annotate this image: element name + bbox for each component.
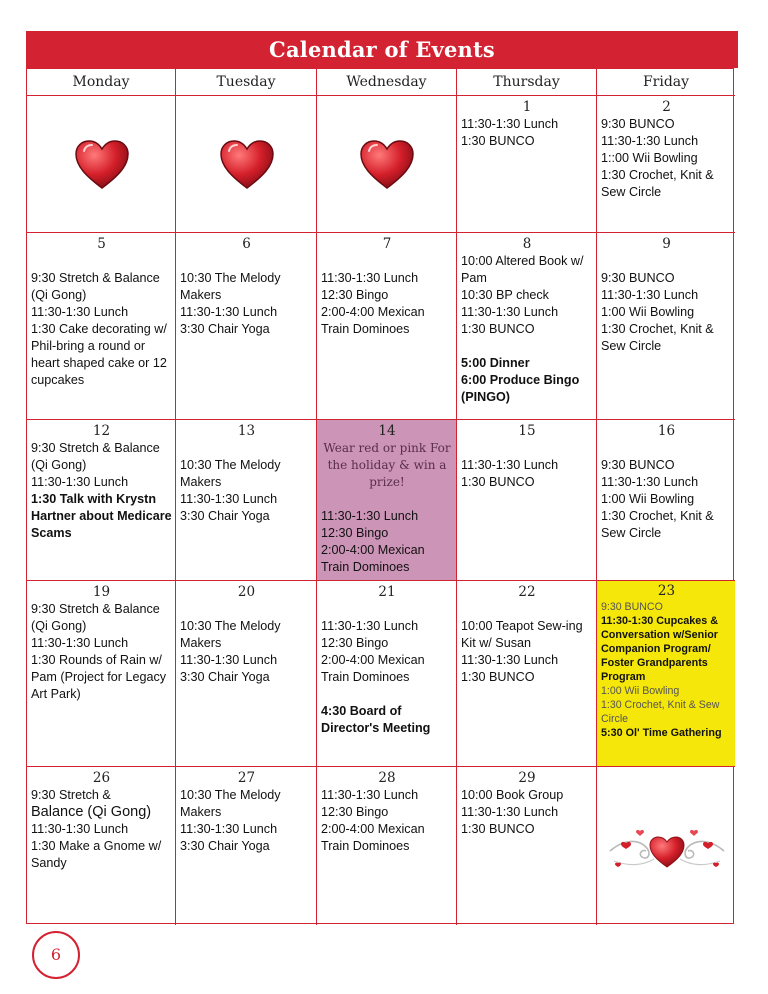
day-number: 26 bbox=[92, 770, 111, 786]
event-line: 10:30 The Melody Makers bbox=[180, 458, 281, 489]
event-line: 11:30-1:30 Lunch bbox=[31, 636, 129, 650]
day-number: 19 bbox=[92, 584, 111, 600]
event-line: 10:30 BP check bbox=[461, 288, 549, 302]
calendar-cell bbox=[27, 581, 176, 767]
event-line: 11:30-1:30 Lunch bbox=[31, 305, 129, 319]
event-line-bold: 11:30-1:30 Cupcakes & Conversation w/Senior Companion Program/ Foster Grandparents Program bbox=[601, 615, 719, 683]
event-line: 11:30-1:30 Lunch bbox=[31, 822, 129, 836]
calendar-cell-empty bbox=[317, 96, 457, 233]
event-line: 9:30 BUNCO bbox=[601, 117, 675, 131]
calendar-cell bbox=[457, 420, 597, 581]
calendar-cell bbox=[176, 767, 317, 925]
event-line: 9:30 BUNCO bbox=[601, 271, 675, 285]
event-line-bold: 4:30 Board of Director's Meeting bbox=[321, 704, 431, 735]
calendar-cell bbox=[457, 233, 597, 420]
event-line: 10:30 The Melody Makers bbox=[180, 271, 281, 302]
event-line: 10:30 The Melody Makers bbox=[180, 619, 281, 650]
event-line: 11:30-1:30 Lunch bbox=[601, 288, 699, 302]
event-line: 2:00-4:00 Mexican Train Dominoes bbox=[321, 653, 425, 684]
calendar-cell-highlighted bbox=[597, 581, 735, 767]
day-header-wednesday: Wednesday bbox=[317, 69, 457, 96]
calendar-cell bbox=[27, 233, 176, 420]
day-number: 5 bbox=[97, 236, 106, 252]
event-line: 11:30-1:30 Lunch bbox=[321, 788, 419, 802]
day-number: 9 bbox=[662, 236, 671, 252]
event-line: 1:30 Crochet, Knit & Sew Circle bbox=[601, 168, 714, 199]
day-header-tuesday: Tuesday bbox=[176, 69, 317, 96]
day-number: 28 bbox=[378, 770, 396, 786]
event-line: 11:30-1:30 Lunch bbox=[321, 509, 419, 523]
event-line-bold: 6:00 Produce Bingo (PINGO) bbox=[461, 373, 580, 404]
page-number: 6 bbox=[32, 931, 80, 979]
event-line: 10:00 Altered Book w/ Pam bbox=[461, 254, 584, 285]
event-line: 1:00 Wii Bowling bbox=[601, 305, 695, 319]
heart-icon bbox=[219, 139, 275, 191]
calendar-cell bbox=[27, 420, 176, 581]
event-line: 1:30 BUNCO bbox=[461, 134, 535, 148]
calendar-cell bbox=[597, 233, 735, 420]
event-line: 9:30 Stretch & Balance (Qi Gong) bbox=[31, 602, 160, 633]
event-line: 11:30-1:30 Lunch bbox=[601, 134, 699, 148]
day-number: 8 bbox=[522, 236, 532, 252]
event-line: 1:30 Crochet, Knit & Sew Circle bbox=[601, 322, 714, 353]
event-line: 11:30-1:30 Lunch bbox=[461, 458, 559, 472]
event-line: 1:30 Crochet, Knit & Sew Circle bbox=[601, 509, 714, 540]
day-number: 7 bbox=[382, 236, 392, 252]
event-line: 1:30 Crochet, Knit & Sew Circle bbox=[601, 699, 720, 725]
calendar-cell bbox=[457, 581, 597, 767]
event-line: 9:30 Stretch & bbox=[31, 788, 111, 802]
heart-ornament-icon bbox=[604, 817, 730, 877]
event-line: 11:30-1:30 Lunch bbox=[321, 271, 419, 285]
holiday-note: Wear red or pink For the holiday & win a prize! bbox=[323, 441, 451, 489]
event-line: 1:30 Cake decorating w/ Phil-bring a round or heart shaped cake or 12 cupcakes bbox=[31, 322, 167, 387]
event-line: 1:00 Wii Bowling bbox=[601, 492, 695, 506]
day-number: 1 bbox=[522, 99, 532, 115]
event-line: 2:00-4:00 Mexican Train Dominoes bbox=[321, 543, 425, 574]
event-line: 11:30-1:30 Lunch bbox=[601, 475, 699, 489]
event-line: 9:30 Stretch & Balance (Qi Gong) bbox=[31, 271, 160, 302]
event-line: 3:30 Chair Yoga bbox=[180, 322, 270, 336]
event-line: 10:00 Teapot Sew-ing Kit w/ Susan bbox=[461, 619, 583, 650]
day-number: 13 bbox=[237, 423, 256, 439]
calendar-cell-empty bbox=[597, 767, 735, 925]
calendar-cell bbox=[317, 581, 457, 767]
event-line: 1:30 BUNCO bbox=[461, 475, 535, 489]
event-line: 10:00 Book Group bbox=[461, 788, 564, 802]
event-line: 11:30-1:30 Lunch bbox=[180, 305, 278, 319]
event-line: 12:30 Bingo bbox=[321, 805, 389, 819]
event-line: 1:30 BUNCO bbox=[461, 670, 535, 684]
event-line: 9:30 BUNCO bbox=[601, 601, 663, 613]
event-line: Balance (Qi Gong) bbox=[31, 804, 152, 820]
event-line: 3:30 Chair Yoga bbox=[180, 839, 270, 853]
event-line: 11:30-1:30 Lunch bbox=[180, 492, 278, 506]
event-line: 9:30 Stretch & Balance (Qi Gong) bbox=[31, 441, 160, 472]
day-number: 23 bbox=[657, 583, 676, 599]
calendar-cell bbox=[317, 767, 457, 925]
event-line: 2:00-4:00 Mexican Train Dominoes bbox=[321, 822, 425, 853]
calendar-cell bbox=[597, 420, 735, 581]
event-line: 1::00 Wii Bowling bbox=[601, 151, 698, 165]
day-number: 14 bbox=[378, 423, 396, 439]
event-line: 11:30-1:30 Lunch bbox=[180, 822, 278, 836]
heart-icon bbox=[74, 139, 130, 191]
calendar-grid bbox=[26, 68, 734, 924]
calendar-cell bbox=[317, 233, 457, 420]
calendar-cell-holiday bbox=[317, 420, 457, 581]
calendar-cell bbox=[27, 767, 176, 925]
event-line: 11:30-1:30 Lunch bbox=[180, 653, 278, 667]
event-line: 1:30 BUNCO bbox=[461, 822, 535, 836]
event-line: 2:00-4:00 Mexican Train Dominoes bbox=[321, 305, 425, 336]
calendar-title: Calendar of Events bbox=[26, 31, 738, 68]
event-line: 12:30 Bingo bbox=[321, 636, 389, 650]
event-line: 11:30-1:30 Lunch bbox=[461, 805, 559, 819]
calendar-cell-empty bbox=[27, 96, 176, 233]
event-line: 10:30 The Melody Makers bbox=[180, 788, 281, 819]
calendar-cell bbox=[176, 420, 317, 581]
day-header-monday: Monday bbox=[27, 69, 176, 96]
calendar-cell bbox=[457, 96, 597, 233]
day-header-friday: Friday bbox=[597, 69, 735, 96]
day-number: 6 bbox=[242, 236, 251, 252]
event-line-bold: 1:30 Talk with Krystn Hartner about Medicare Scams bbox=[31, 492, 172, 540]
event-line-bold: 5:00 Dinner bbox=[461, 356, 530, 370]
event-line-bold: 5:30 Ol' Time Gathering bbox=[601, 727, 722, 739]
day-number: 15 bbox=[518, 423, 536, 439]
calendar-cell-empty bbox=[176, 96, 317, 233]
day-number: 2 bbox=[662, 99, 671, 115]
event-line: 12:30 Bingo bbox=[321, 526, 389, 540]
calendar-cell bbox=[176, 581, 317, 767]
day-number: 16 bbox=[657, 423, 676, 439]
day-header-thursday: Thursday bbox=[457, 69, 597, 96]
event-line: 12:30 Bingo bbox=[321, 288, 389, 302]
day-number: 12 bbox=[92, 423, 111, 439]
event-line: 3:30 Chair Yoga bbox=[180, 509, 270, 523]
day-number: 21 bbox=[378, 584, 396, 600]
calendar-cell bbox=[597, 96, 735, 233]
event-line: 11:30-1:30 Lunch bbox=[461, 653, 559, 667]
event-line: 3:30 Chair Yoga bbox=[180, 670, 270, 684]
day-number: 20 bbox=[237, 584, 256, 600]
event-line: 9:30 BUNCO bbox=[601, 458, 675, 472]
event-line: 1:00 Wii Bowling bbox=[601, 685, 680, 697]
event-line: 1:30 Make a Gnome w/ Sandy bbox=[31, 839, 162, 870]
heart-icon bbox=[359, 139, 415, 191]
calendar-cell bbox=[176, 233, 317, 420]
event-line: 11:30-1:30 Lunch bbox=[321, 619, 419, 633]
event-line: 11:30-1:30 Lunch bbox=[31, 475, 129, 489]
event-line: 1:30 Rounds of Rain w/ Pam (Project for Legacy Art Park) bbox=[31, 653, 167, 701]
day-number: 27 bbox=[237, 770, 256, 786]
day-number: 29 bbox=[518, 770, 536, 786]
event-line: 1:30 BUNCO bbox=[461, 322, 535, 336]
event-line: 11:30-1:30 Lunch bbox=[461, 305, 559, 319]
day-number: 22 bbox=[518, 584, 536, 600]
event-line: 11:30-1:30 Lunch bbox=[461, 117, 559, 131]
calendar-cell bbox=[457, 767, 597, 925]
